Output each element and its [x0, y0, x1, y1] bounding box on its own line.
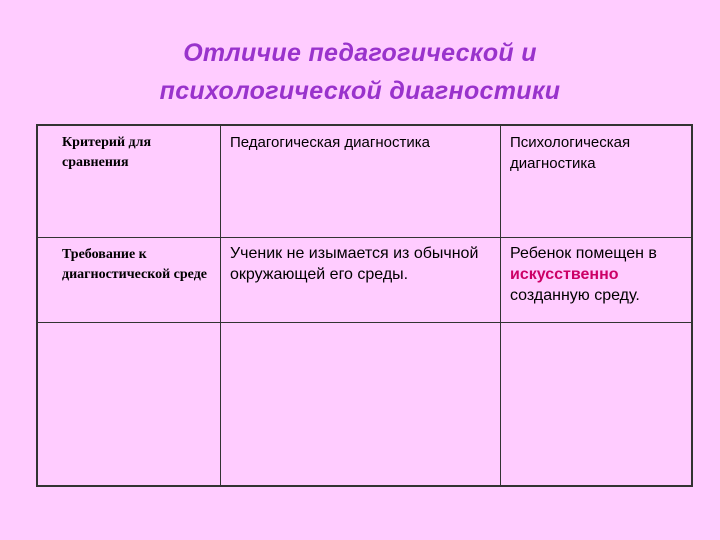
table-header-row — [37, 125, 692, 238]
table-cell — [501, 323, 693, 487]
row-psychological — [501, 238, 691, 322]
header-pedagogical: Педагогическая диагностика — [230, 134, 430, 151]
table-row — [37, 238, 692, 323]
comparison-table — [36, 124, 693, 487]
table-cell — [221, 125, 501, 238]
row-criterion: Требование к диагностической среде — [62, 247, 207, 282]
empty-psychological — [501, 323, 691, 485]
table-cell — [37, 323, 221, 487]
empty-pedagogical — [221, 323, 500, 485]
header-psychological: Психологическая диагностика — [510, 134, 631, 172]
slide-title-line-2: психологической диагностики — [159, 77, 561, 105]
table-cell — [221, 238, 501, 323]
row-psychological-part-1: Ребенок помещен в — [510, 245, 657, 262]
table-cell — [501, 125, 693, 238]
header-criterion: Критерий для сравнения — [62, 135, 152, 170]
highlight-word: искусственно — [510, 266, 619, 283]
table-cell — [37, 238, 221, 323]
slide-title — [0, 34, 720, 110]
row-psychological-part-2: созданную среду. — [510, 287, 640, 304]
table-row — [37, 323, 692, 487]
empty-criterion — [38, 323, 220, 485]
row-pedagogical: Ученик не изымается из обычной окружающей его среды. — [230, 245, 479, 283]
table-cell — [37, 125, 221, 238]
table-cell — [221, 323, 501, 487]
table-cell — [501, 238, 693, 323]
slide-title-line-1: Отличие педагогической и — [183, 39, 537, 67]
